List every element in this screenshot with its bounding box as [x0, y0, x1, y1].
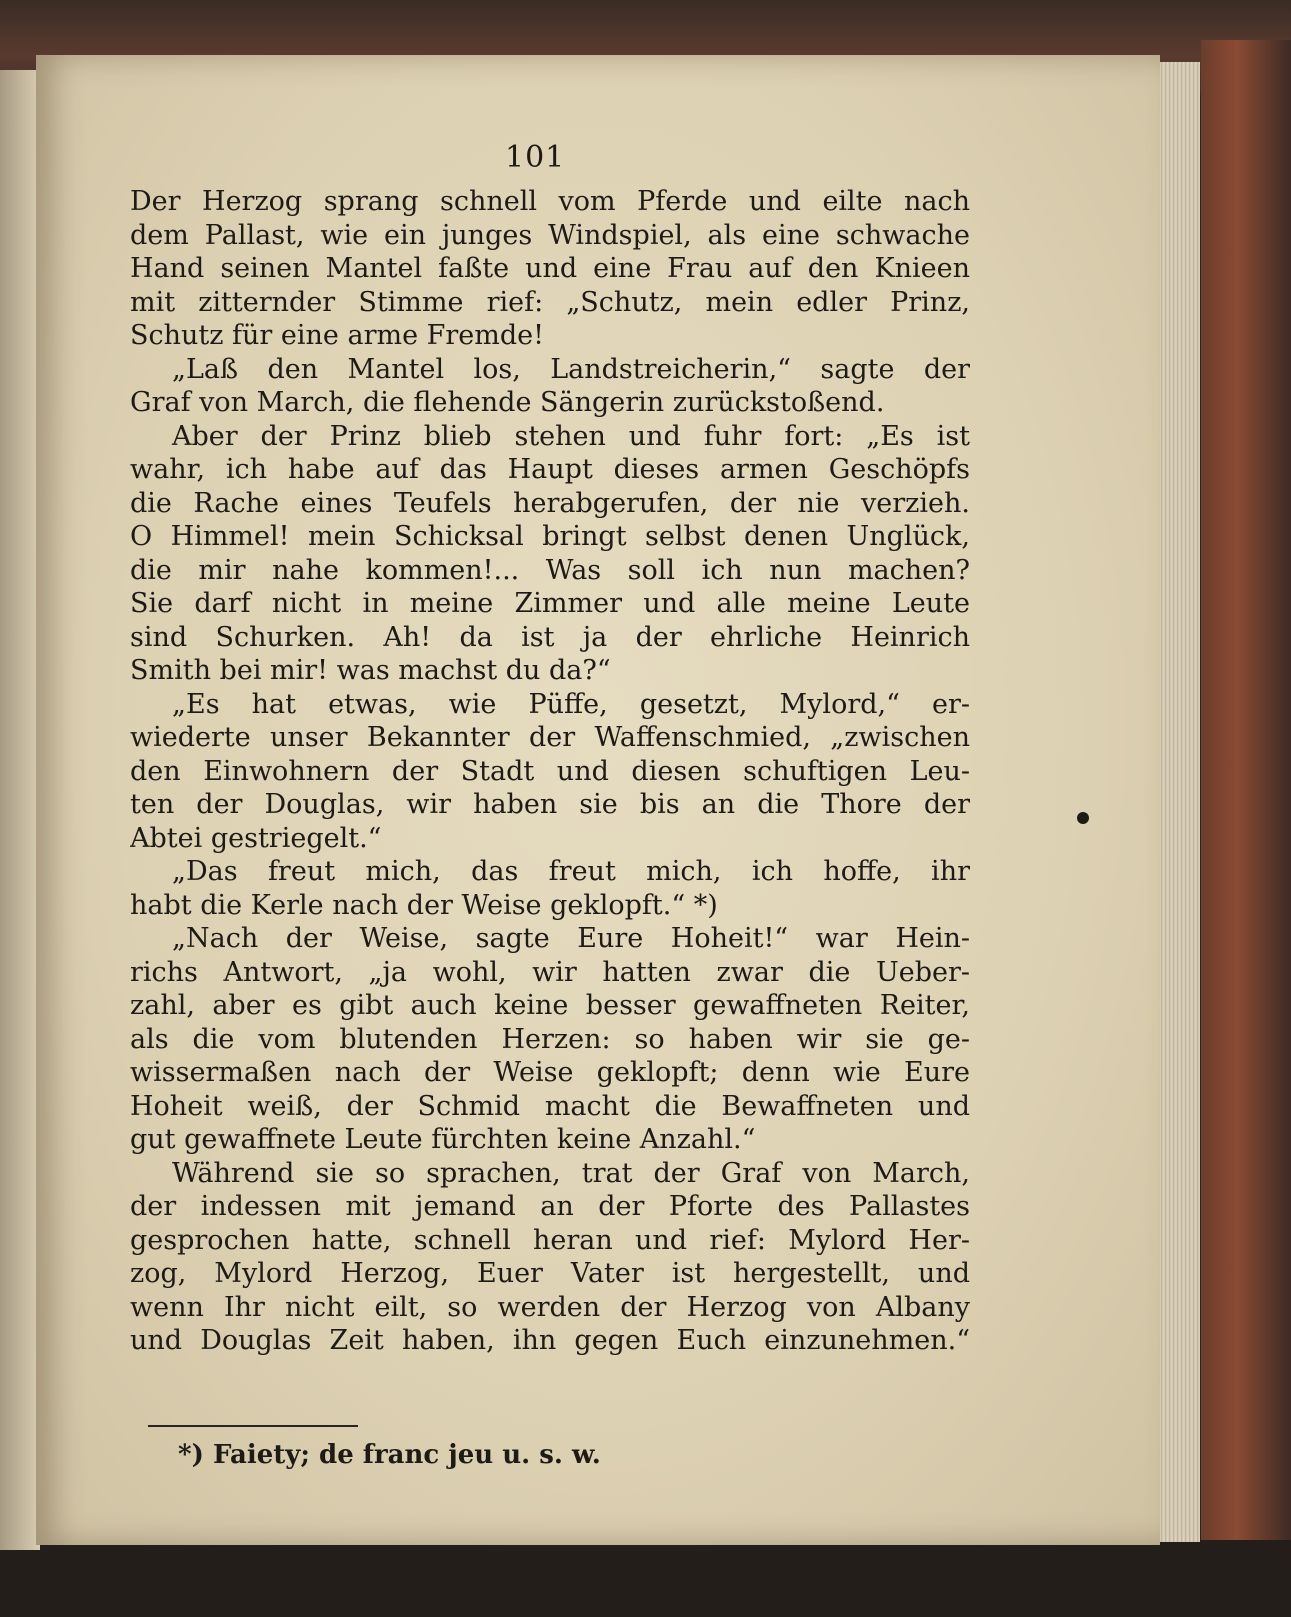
text-line: mit zitternder Stimme rief: „Schutz, mein edler Prinz, — [130, 286, 970, 318]
book-cover-bottom — [0, 1540, 1291, 1617]
text-line: dem Pallast, wie ein junges Windspiel, als eine schwache — [130, 219, 970, 251]
text-line: Hand seinen Mantel faßte und eine Frau auf den Knieen — [130, 253, 970, 284]
text-line: Hoheit weiß, der Schmid macht die Bewaffneten und — [130, 1090, 970, 1122]
text-line: der indessen mit jemand an der Pforte des Pallastes — [130, 1191, 970, 1222]
text-line: „Das freut mich, das freut mich, ich hoffe, ihr — [172, 856, 970, 887]
text-line: Der Herzog sprang schnell vom Pferde und eilte nach — [130, 186, 970, 217]
text-line: wahr, ich habe auf das Haupt dieses armen Geschöpfs — [130, 454, 970, 485]
text-line: Aber der Prinz blieb stehen und fuhr fort: „Es ist — [172, 420, 970, 452]
text-line: Sie darf nicht in meine Zimmer und alle meine Leute — [130, 588, 970, 619]
page-number: 101 — [505, 140, 566, 175]
body-text — [130, 185, 970, 1358]
text-line: Graf von March, die flehende Sängerin zurückstoßend. — [130, 387, 885, 418]
book-cover-right — [1201, 40, 1291, 1600]
text-line: „Laß den Mantel los, Landstreicherin,“ sagte der — [172, 353, 970, 385]
text-line: als die vom blutenden Herzen: so haben wir sie ge- — [130, 1023, 970, 1055]
text-line: zahl, aber es gibt auch keine besser gewaffneten Reiter, — [130, 990, 970, 1021]
text-line: O Himmel! mein Schicksal bringt selbst denen Unglück, — [130, 521, 970, 552]
text-line: richs Antwort, „ja wohl, wir hatten zwar die Ueber- — [130, 956, 970, 988]
text-line: und Douglas Zeit haben, ihn gegen Euch einzunehmen.“ — [130, 1325, 970, 1356]
text-line: Abtei gestriegelt.“ — [130, 822, 382, 854]
text-line: „Es hat etwas, wie Püffe, gesetzt, Mylord,“ er- — [172, 688, 970, 720]
text-line: Während sie so sprachen, trat der Graf von March, — [172, 1157, 970, 1189]
text-line: habt die Kerle nach der Weise geklopft.“ *) — [130, 889, 718, 921]
text-line: gut gewaffnete Leute fürchten keine Anzahl.“ — [130, 1124, 756, 1155]
text-line: Smith bei mir! was machst du da?“ — [130, 655, 611, 686]
text-line: zog, Mylord Herzog, Euer Vater ist hergestellt, und — [130, 1258, 970, 1289]
text-line: ten der Douglas, wir haben sie bis an die Thore der — [130, 789, 970, 820]
text-line: „Nach der Weise, sagte Eure Hoheit!“ war Hein- — [172, 923, 970, 954]
text-line: wenn Ihr nicht eilt, so werden der Herzog von Albany — [130, 1291, 970, 1323]
footnote-rule — [148, 1425, 358, 1427]
text-line: sind Schurken. Ah! da ist ja der ehrliche Heinrich — [130, 621, 970, 653]
left-page-edge — [0, 70, 40, 1550]
text-line: wissermaßen nach der Weise geklopft; denn wie Eure — [130, 1057, 970, 1088]
text-line: die mir nahe kommen!... Was soll ich nun machen? — [130, 554, 970, 586]
text-line: die Rache eines Teufels herabgerufen, der nie verzieh. — [130, 487, 970, 519]
text-line: den Einwohnern der Stadt und diesen schuftigen Leu- — [130, 755, 970, 787]
text-line: Schutz für eine arme Fremde! — [130, 320, 544, 351]
text-line: gesprochen hatte, schnell heran und rief: Mylord Her- — [130, 1224, 970, 1256]
page-mark — [1077, 812, 1089, 824]
footnote: *) Faiety; de franc jeu u. s. w. — [178, 1440, 601, 1470]
text-line: wiederte unser Bekannter der Waffenschmied, „zwischen — [130, 722, 970, 753]
